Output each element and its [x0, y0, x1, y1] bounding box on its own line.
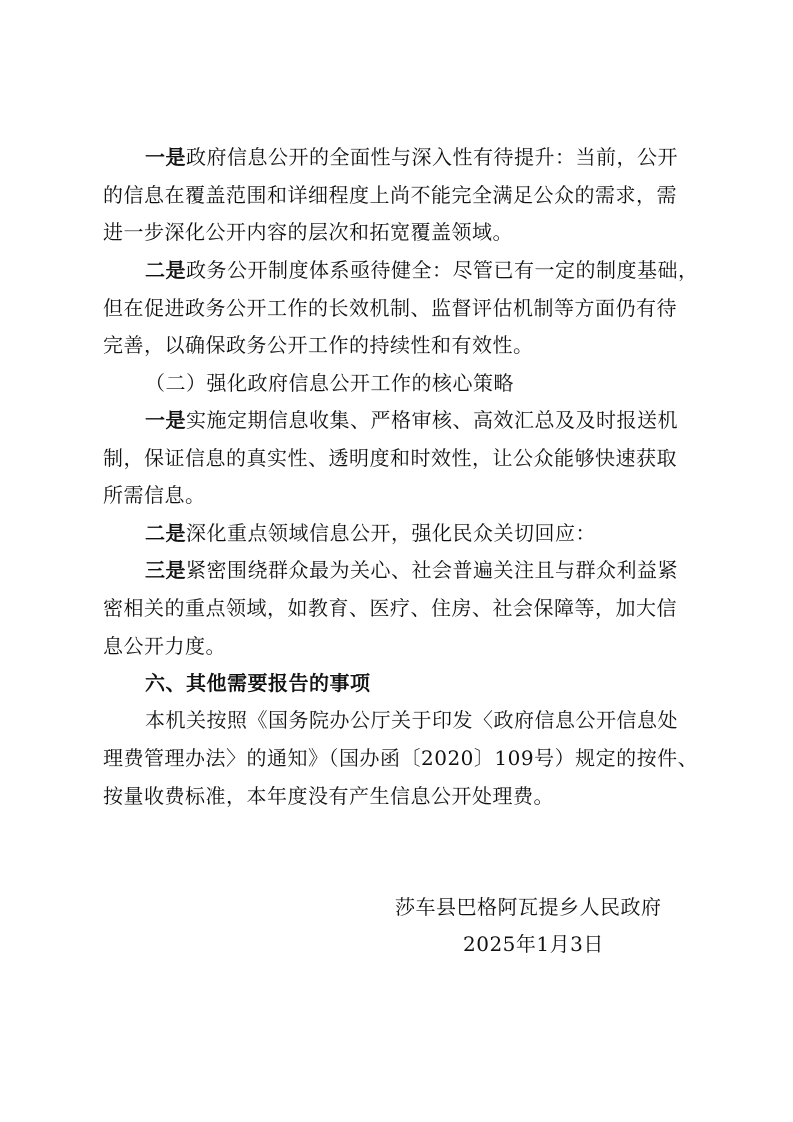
para3-line1	[145, 406, 678, 434]
para3-text1: 实施定期信息收集、严格审核、高效汇总及及时报送机	[186, 408, 678, 432]
para4-text1: 深化重点领域信息公开，强化民众关切回应：	[186, 521, 596, 545]
para6-line2: 理费管理办法〉的通知》（国办函〔2020〕109号）规定的按件、	[103, 746, 699, 770]
para1-line2: 的信息在覆盖范围和详细程度上尚不能完全满足公众的需求，需	[103, 183, 677, 207]
para3-lead: 一是	[145, 408, 186, 432]
para5-line1	[145, 556, 678, 584]
para2-line2: 但在促进政务公开工作的长效机制、监督评估机制等方面仍有待	[103, 296, 677, 320]
para4-line1	[145, 519, 596, 547]
para2-text1: 政务公开制度体系亟待健全：尽管已有一定的制度基础，	[186, 258, 699, 282]
para5-line3: 息公开力度。	[103, 634, 226, 658]
para6-line3: 按量收费标准，本年度没有产生信息公开处理费。	[103, 784, 554, 808]
para1-line3: 进一步深化公开内容的层次和拓宽覆盖领域。	[103, 220, 513, 244]
para4-lead: 二是	[145, 521, 186, 545]
para3-line3: 所需信息。	[103, 483, 206, 507]
para6-line1: 本机关按照《国务院办公厅关于印发〈政府信息公开信息处	[145, 708, 678, 732]
signature-date: 2025年1月3日	[463, 932, 604, 956]
para1-lead: 一是	[145, 145, 186, 169]
para2-line1	[145, 256, 699, 284]
signature-org: 莎车县巴格阿瓦提乡人民政府	[395, 895, 662, 919]
para2-lead: 二是	[145, 258, 186, 282]
para1-line1	[145, 143, 678, 171]
para5-line2: 密相关的重点领域，如教育、医疗、住房、社会保障等，加大信	[103, 596, 677, 620]
para1-text1: 政府信息公开的全面性与深入性有待提升：当前，公开	[186, 145, 678, 169]
section2-heading: （二）强化政府信息公开工作的核心策略	[145, 371, 514, 395]
section6-heading: 六、其他需要报告的事项	[145, 671, 371, 695]
para5-text1: 紧密围绕群众最为关心、社会普遍关注且与群众利益紧	[186, 558, 678, 582]
para2-line3: 完善，以确保政务公开工作的持续性和有效性。	[103, 333, 534, 357]
para5-lead: 三是	[145, 558, 186, 582]
para3-line2: 制，保证信息的真实性、透明度和时效性，让公众能够快速获取	[103, 446, 677, 470]
